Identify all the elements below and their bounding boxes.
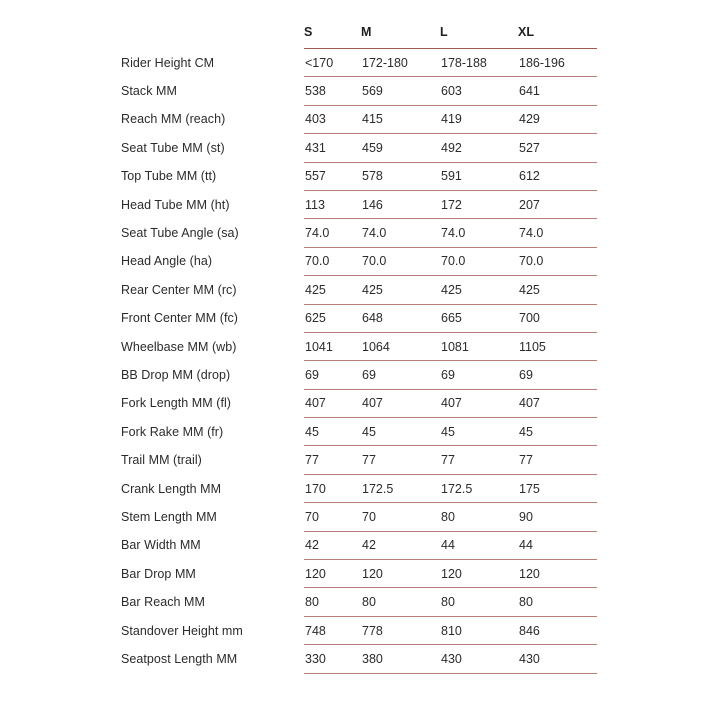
- row-label: Top Tube MM (tt): [121, 169, 217, 184]
- cell-value-l: 591: [440, 162, 518, 190]
- column-header-size-xl: XL: [518, 25, 597, 49]
- cell-value-l: 419: [440, 105, 518, 133]
- cell-value-m: 146: [361, 190, 440, 218]
- cell-value-m: 172-180: [361, 49, 440, 77]
- cell-value-l: 120: [440, 560, 518, 588]
- table-row: [121, 503, 597, 531]
- cell-value-m: 415: [361, 105, 440, 133]
- cell-value-m: 120: [361, 560, 440, 588]
- cell-value-l: 430: [440, 645, 518, 673]
- cell-value-xl: 175: [518, 474, 597, 502]
- row-label: Standover Height mm: [121, 623, 243, 638]
- table-row: [121, 219, 597, 247]
- table-row: [121, 77, 597, 105]
- cell-value-m: 778: [361, 616, 440, 644]
- row-label: Seat Tube Angle (sa): [121, 226, 239, 241]
- cell-value-l: 425: [440, 276, 518, 304]
- cell-value-m: 380: [361, 645, 440, 673]
- cell-value-l: 45: [440, 418, 518, 446]
- cell-value-xl: 429: [518, 105, 597, 133]
- cell-value-s: 403: [304, 105, 361, 133]
- cell-value-m: 45: [361, 418, 440, 446]
- table-row: [121, 616, 597, 644]
- cell-value-s: 425: [304, 276, 361, 304]
- cell-value-m: 425: [361, 276, 440, 304]
- table-row: [121, 276, 597, 304]
- row-label: Fork Length MM (fl): [121, 396, 232, 411]
- table-row: [121, 645, 597, 673]
- cell-value-l: 810: [440, 616, 518, 644]
- cell-value-s: 120: [304, 560, 361, 588]
- row-label: Trail MM (trail): [121, 453, 202, 468]
- table-body: [121, 49, 597, 674]
- cell-value-xl: 74.0: [518, 219, 597, 247]
- table-row: [121, 162, 597, 190]
- cell-value-s: 113: [304, 190, 361, 218]
- cell-value-l: 44: [440, 531, 518, 559]
- cell-value-xl: 45: [518, 418, 597, 446]
- cell-value-m: 69: [361, 361, 440, 389]
- cell-value-s: 74.0: [304, 219, 361, 247]
- row-label: Stack MM: [121, 84, 177, 99]
- row-label: Bar Reach MM: [121, 595, 205, 610]
- column-header-size-m: M: [361, 25, 440, 49]
- cell-value-xl: 207: [518, 190, 597, 218]
- table-row: [121, 247, 597, 275]
- row-label: Stem Length MM: [121, 509, 217, 524]
- cell-value-xl: 1105: [518, 332, 597, 360]
- cell-value-l: 172.5: [440, 474, 518, 502]
- cell-value-xl: 641: [518, 77, 597, 105]
- cell-value-xl: 700: [518, 304, 597, 332]
- table-row: [121, 418, 597, 446]
- cell-value-s: <170: [304, 49, 361, 77]
- cell-value-l: 74.0: [440, 219, 518, 247]
- cell-value-m: 42: [361, 531, 440, 559]
- row-label: Head Angle (ha): [121, 254, 213, 269]
- row-label: Reach MM (reach): [121, 112, 226, 127]
- header-row: [121, 25, 597, 49]
- table-header: [121, 25, 597, 49]
- table-row: [121, 105, 597, 133]
- cell-value-l: 665: [440, 304, 518, 332]
- table-row: [121, 474, 597, 502]
- row-label: Bar Drop MM: [121, 566, 196, 581]
- table-row: [121, 190, 597, 218]
- cell-value-m: 578: [361, 162, 440, 190]
- cell-value-m: 80: [361, 588, 440, 616]
- cell-value-m: 1064: [361, 332, 440, 360]
- row-label: Seatpost Length MM: [121, 651, 238, 666]
- cell-value-s: 45: [304, 418, 361, 446]
- cell-value-m: 77: [361, 446, 440, 474]
- cell-value-l: 80: [440, 588, 518, 616]
- table-row: [121, 332, 597, 360]
- table-row: [121, 134, 597, 162]
- cell-value-xl: 69: [518, 361, 597, 389]
- cell-value-xl: 80: [518, 588, 597, 616]
- cell-value-l: 69: [440, 361, 518, 389]
- cell-value-xl: 44: [518, 531, 597, 559]
- cell-value-m: 459: [361, 134, 440, 162]
- cell-value-s: 625: [304, 304, 361, 332]
- cell-value-l: 178-188: [440, 49, 518, 77]
- cell-value-s: 69: [304, 361, 361, 389]
- cell-value-xl: 407: [518, 389, 597, 417]
- cell-value-s: 407: [304, 389, 361, 417]
- table-row: [121, 389, 597, 417]
- column-header-size-l: L: [440, 25, 518, 49]
- cell-value-m: 407: [361, 389, 440, 417]
- row-label: Seat Tube MM (st): [121, 140, 225, 155]
- cell-value-xl: 120: [518, 560, 597, 588]
- cell-value-s: 170: [304, 474, 361, 502]
- row-label: Wheelbase MM (wb): [121, 339, 237, 354]
- cell-value-s: 80: [304, 588, 361, 616]
- table-row: [121, 588, 597, 616]
- row-label: BB Drop MM (drop): [121, 367, 231, 382]
- cell-value-s: 1041: [304, 332, 361, 360]
- cell-value-l: 492: [440, 134, 518, 162]
- table-row: [121, 304, 597, 332]
- cell-value-l: 603: [440, 77, 518, 105]
- column-header-measurement: [121, 25, 304, 49]
- table-row: [121, 49, 597, 77]
- cell-value-m: 172.5: [361, 474, 440, 502]
- cell-value-xl: 425: [518, 276, 597, 304]
- cell-value-s: 330: [304, 645, 361, 673]
- cell-value-xl: 77: [518, 446, 597, 474]
- cell-value-xl: 90: [518, 503, 597, 531]
- cell-value-s: 77: [304, 446, 361, 474]
- cell-value-s: 748: [304, 616, 361, 644]
- cell-value-s: 538: [304, 77, 361, 105]
- cell-value-xl: 186-196: [518, 49, 597, 77]
- cell-value-s: 70.0: [304, 247, 361, 275]
- row-label: Rider Height CM: [121, 55, 215, 70]
- cell-value-m: 648: [361, 304, 440, 332]
- row-label: Rear Center MM (rc): [121, 282, 237, 297]
- table-row: [121, 361, 597, 389]
- cell-value-l: 172: [440, 190, 518, 218]
- table-row: [121, 560, 597, 588]
- cell-value-xl: 430: [518, 645, 597, 673]
- cell-value-l: 70.0: [440, 247, 518, 275]
- row-label: Crank Length MM: [121, 481, 222, 496]
- column-header-size-s: S: [304, 25, 361, 49]
- cell-value-m: 70.0: [361, 247, 440, 275]
- cell-value-s: 431: [304, 134, 361, 162]
- row-label: Head Tube MM (ht): [121, 197, 230, 212]
- cell-value-xl: 527: [518, 134, 597, 162]
- cell-value-xl: 612: [518, 162, 597, 190]
- cell-value-s: 557: [304, 162, 361, 190]
- cell-value-s: 70: [304, 503, 361, 531]
- row-label: Fork Rake MM (fr): [121, 424, 224, 439]
- table-row: [121, 531, 597, 559]
- row-label: Front Center MM (fc): [121, 311, 238, 326]
- cell-value-xl: 846: [518, 616, 597, 644]
- cell-value-l: 80: [440, 503, 518, 531]
- cell-value-xl: 70.0: [518, 247, 597, 275]
- cell-value-l: 407: [440, 389, 518, 417]
- cell-value-m: 70: [361, 503, 440, 531]
- cell-value-m: 74.0: [361, 219, 440, 247]
- cell-value-m: 569: [361, 77, 440, 105]
- geometry-table: [121, 25, 597, 674]
- cell-value-l: 1081: [440, 332, 518, 360]
- table-row: [121, 446, 597, 474]
- row-label: Bar Width MM: [121, 538, 201, 553]
- cell-value-l: 77: [440, 446, 518, 474]
- cell-value-s: 42: [304, 531, 361, 559]
